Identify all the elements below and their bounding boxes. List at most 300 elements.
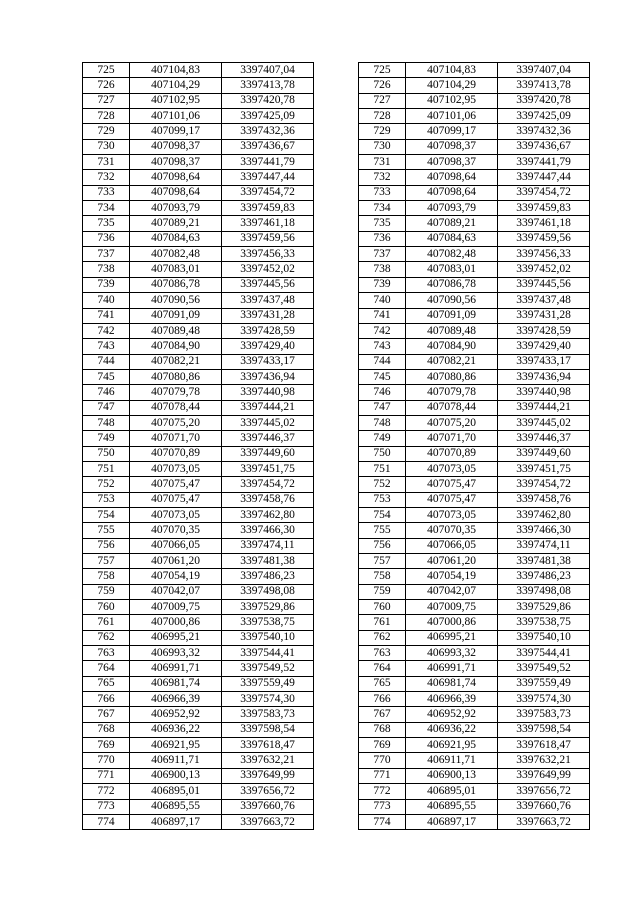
right-x-coordinate-cell: 407104,29 [406, 78, 498, 93]
left-x-coordinate-cell: 407093,79 [130, 201, 222, 216]
right-x-coordinate-cell: 407079,78 [406, 385, 498, 400]
right-y-coordinate-cell: 3397454,72 [498, 185, 590, 200]
column-gap [314, 201, 359, 216]
left-x-coordinate-cell: 407079,78 [130, 385, 222, 400]
left-x-coordinate-cell: 407000,86 [130, 615, 222, 630]
right-point-number-cell: 771 [359, 768, 406, 783]
left-point-number-cell: 736 [83, 231, 130, 246]
left-point-number-cell: 768 [83, 722, 130, 737]
left-y-coordinate-cell: 3397486,23 [222, 569, 314, 584]
column-gap [314, 477, 359, 492]
table-row [83, 538, 590, 553]
left-point-number-cell: 761 [83, 615, 130, 630]
left-x-coordinate-cell: 406936,22 [130, 722, 222, 737]
right-x-coordinate-cell: 407000,86 [406, 615, 498, 630]
right-point-number-cell: 763 [359, 646, 406, 661]
left-x-coordinate-cell: 407084,63 [130, 231, 222, 246]
left-x-coordinate-cell: 407082,48 [130, 247, 222, 262]
column-gap [314, 293, 359, 308]
column-gap [314, 155, 359, 170]
right-y-coordinate-cell: 3397431,28 [498, 308, 590, 323]
right-point-number-cell: 766 [359, 692, 406, 707]
right-y-coordinate-cell: 3397663,72 [498, 814, 590, 829]
column-gap [314, 262, 359, 277]
left-y-coordinate-cell: 3397632,21 [222, 753, 314, 768]
left-point-number-cell: 765 [83, 676, 130, 691]
right-x-coordinate-cell: 407082,21 [406, 354, 498, 369]
left-y-coordinate-cell: 3397437,48 [222, 293, 314, 308]
left-x-coordinate-cell: 407071,70 [130, 431, 222, 446]
table-row [83, 354, 590, 369]
left-x-coordinate-cell: 406897,17 [130, 814, 222, 829]
left-x-coordinate-cell: 407061,20 [130, 554, 222, 569]
left-y-coordinate-cell: 3397440,98 [222, 385, 314, 400]
left-y-coordinate-cell: 3397529,86 [222, 600, 314, 615]
left-point-number-cell: 771 [83, 768, 130, 783]
right-x-coordinate-cell: 407042,07 [406, 584, 498, 599]
left-y-coordinate-cell: 3397656,72 [222, 784, 314, 799]
right-y-coordinate-cell: 3397466,30 [498, 523, 590, 538]
left-y-coordinate-cell: 3397498,08 [222, 584, 314, 599]
right-x-coordinate-cell: 407099,17 [406, 124, 498, 139]
column-gap [314, 523, 359, 538]
left-point-number-cell: 774 [83, 814, 130, 829]
left-point-number-cell: 744 [83, 354, 130, 369]
table-row [83, 615, 590, 630]
right-x-coordinate-cell: 407098,37 [406, 139, 498, 154]
right-y-coordinate-cell: 3397574,30 [498, 692, 590, 707]
right-x-coordinate-cell: 407009,75 [406, 600, 498, 615]
right-x-coordinate-cell: 407073,05 [406, 461, 498, 476]
right-point-number-cell: 738 [359, 262, 406, 277]
right-y-coordinate-cell: 3397459,83 [498, 201, 590, 216]
table-row [83, 554, 590, 569]
right-point-number-cell: 749 [359, 431, 406, 446]
table-row [83, 600, 590, 615]
right-point-number-cell: 729 [359, 124, 406, 139]
table-row [83, 63, 590, 78]
table-row [83, 109, 590, 124]
left-point-number-cell: 759 [83, 584, 130, 599]
left-y-coordinate-cell: 3397538,75 [222, 615, 314, 630]
left-x-coordinate-cell: 407098,37 [130, 139, 222, 154]
column-gap [314, 584, 359, 599]
left-x-coordinate-cell: 406921,95 [130, 738, 222, 753]
left-y-coordinate-cell: 3397474,11 [222, 538, 314, 553]
left-point-number-cell: 745 [83, 369, 130, 384]
column-gap [314, 799, 359, 814]
table-row [83, 308, 590, 323]
right-point-number-cell: 753 [359, 492, 406, 507]
right-y-coordinate-cell: 3397474,11 [498, 538, 590, 553]
right-x-coordinate-cell: 406991,71 [406, 661, 498, 676]
right-x-coordinate-cell: 407073,05 [406, 507, 498, 522]
table-row [83, 385, 590, 400]
right-y-coordinate-cell: 3397432,36 [498, 124, 590, 139]
right-x-coordinate-cell: 407080,86 [406, 369, 498, 384]
left-x-coordinate-cell: 407089,21 [130, 216, 222, 231]
left-y-coordinate-cell: 3397598,54 [222, 722, 314, 737]
left-y-coordinate-cell: 3397413,78 [222, 78, 314, 93]
right-point-number-cell: 741 [359, 308, 406, 323]
right-y-coordinate-cell: 3397440,98 [498, 385, 590, 400]
left-y-coordinate-cell: 3397441,79 [222, 155, 314, 170]
left-point-number-cell: 769 [83, 738, 130, 753]
right-y-coordinate-cell: 3397429,40 [498, 339, 590, 354]
right-point-number-cell: 756 [359, 538, 406, 553]
left-y-coordinate-cell: 3397432,36 [222, 124, 314, 139]
left-point-number-cell: 740 [83, 293, 130, 308]
column-gap [314, 185, 359, 200]
right-y-coordinate-cell: 3397544,41 [498, 646, 590, 661]
left-point-number-cell: 749 [83, 431, 130, 446]
column-gap [314, 400, 359, 415]
left-y-coordinate-cell: 3397466,30 [222, 523, 314, 538]
left-y-coordinate-cell: 3397559,49 [222, 676, 314, 691]
right-y-coordinate-cell: 3397559,49 [498, 676, 590, 691]
table-row [83, 170, 590, 185]
column-gap [314, 354, 359, 369]
left-y-coordinate-cell: 3397451,75 [222, 461, 314, 476]
column-gap [314, 385, 359, 400]
right-y-coordinate-cell: 3397444,21 [498, 400, 590, 415]
left-x-coordinate-cell: 407054,19 [130, 569, 222, 584]
column-gap [314, 369, 359, 384]
right-y-coordinate-cell: 3397486,23 [498, 569, 590, 584]
column-gap [314, 461, 359, 476]
left-y-coordinate-cell: 3397445,56 [222, 277, 314, 292]
table-row [83, 569, 590, 584]
left-y-coordinate-cell: 3397452,02 [222, 262, 314, 277]
left-x-coordinate-cell: 406911,71 [130, 753, 222, 768]
column-gap [314, 231, 359, 246]
left-point-number-cell: 733 [83, 185, 130, 200]
right-x-coordinate-cell: 407075,47 [406, 477, 498, 492]
column-gap [314, 124, 359, 139]
left-point-number-cell: 734 [83, 201, 130, 216]
column-gap [314, 216, 359, 231]
left-point-number-cell: 737 [83, 247, 130, 262]
right-y-coordinate-cell: 3397540,10 [498, 630, 590, 645]
right-x-coordinate-cell: 407098,37 [406, 155, 498, 170]
column-gap [314, 569, 359, 584]
left-y-coordinate-cell: 3397433,17 [222, 354, 314, 369]
right-y-coordinate-cell: 3397538,75 [498, 615, 590, 630]
right-point-number-cell: 757 [359, 554, 406, 569]
coordinates-table-body [83, 63, 590, 830]
right-point-number-cell: 752 [359, 477, 406, 492]
right-y-coordinate-cell: 3397445,02 [498, 415, 590, 430]
right-y-coordinate-cell: 3397461,18 [498, 216, 590, 231]
right-point-number-cell: 751 [359, 461, 406, 476]
right-point-number-cell: 772 [359, 784, 406, 799]
left-point-number-cell: 732 [83, 170, 130, 185]
right-point-number-cell: 731 [359, 155, 406, 170]
right-x-coordinate-cell: 407102,95 [406, 93, 498, 108]
left-x-coordinate-cell: 406900,13 [130, 768, 222, 783]
right-point-number-cell: 750 [359, 446, 406, 461]
right-point-number-cell: 767 [359, 707, 406, 722]
right-point-number-cell: 758 [359, 569, 406, 584]
table-row [83, 584, 590, 599]
left-point-number-cell: 725 [83, 63, 130, 78]
column-gap [314, 753, 359, 768]
right-point-number-cell: 744 [359, 354, 406, 369]
left-y-coordinate-cell: 3397428,59 [222, 323, 314, 338]
column-gap [314, 692, 359, 707]
left-x-coordinate-cell: 407075,47 [130, 477, 222, 492]
table-row [83, 415, 590, 430]
left-x-coordinate-cell: 406991,71 [130, 661, 222, 676]
right-point-number-cell: 765 [359, 676, 406, 691]
right-y-coordinate-cell: 3397436,94 [498, 369, 590, 384]
column-gap [314, 722, 359, 737]
left-y-coordinate-cell: 3397663,72 [222, 814, 314, 829]
left-point-number-cell: 743 [83, 339, 130, 354]
right-x-coordinate-cell: 406936,22 [406, 722, 498, 737]
table-row [83, 247, 590, 262]
right-y-coordinate-cell: 3397632,21 [498, 753, 590, 768]
right-point-number-cell: 769 [359, 738, 406, 753]
left-y-coordinate-cell: 3397583,73 [222, 707, 314, 722]
left-x-coordinate-cell: 407070,35 [130, 523, 222, 538]
left-x-coordinate-cell: 407082,21 [130, 354, 222, 369]
right-x-coordinate-cell: 406895,01 [406, 784, 498, 799]
right-point-number-cell: 773 [359, 799, 406, 814]
left-y-coordinate-cell: 3397459,56 [222, 231, 314, 246]
right-y-coordinate-cell: 3397459,56 [498, 231, 590, 246]
left-y-coordinate-cell: 3397549,52 [222, 661, 314, 676]
right-point-number-cell: 764 [359, 661, 406, 676]
right-y-coordinate-cell: 3397449,60 [498, 446, 590, 461]
column-gap [314, 615, 359, 630]
left-point-number-cell: 742 [83, 323, 130, 338]
right-point-number-cell: 762 [359, 630, 406, 645]
table-row [83, 768, 590, 783]
table-row [83, 446, 590, 461]
right-point-number-cell: 736 [359, 231, 406, 246]
right-x-coordinate-cell: 407093,79 [406, 201, 498, 216]
right-y-coordinate-cell: 3397456,33 [498, 247, 590, 262]
column-gap [314, 431, 359, 446]
right-y-coordinate-cell: 3397446,37 [498, 431, 590, 446]
table-row [83, 676, 590, 691]
right-x-coordinate-cell: 407071,70 [406, 431, 498, 446]
right-y-coordinate-cell: 3397433,17 [498, 354, 590, 369]
right-x-coordinate-cell: 406911,71 [406, 753, 498, 768]
column-gap [314, 646, 359, 661]
left-x-coordinate-cell: 407089,48 [130, 323, 222, 338]
column-gap [314, 768, 359, 783]
left-x-coordinate-cell: 407042,07 [130, 584, 222, 599]
left-y-coordinate-cell: 3397459,83 [222, 201, 314, 216]
left-y-coordinate-cell: 3397458,76 [222, 492, 314, 507]
column-gap [314, 139, 359, 154]
table-row [83, 155, 590, 170]
table-row [83, 78, 590, 93]
table-row [83, 323, 590, 338]
table-row [83, 400, 590, 415]
right-y-coordinate-cell: 3397437,48 [498, 293, 590, 308]
right-y-coordinate-cell: 3397425,09 [498, 109, 590, 124]
left-point-number-cell: 773 [83, 799, 130, 814]
right-x-coordinate-cell: 407089,48 [406, 323, 498, 338]
right-point-number-cell: 745 [359, 369, 406, 384]
right-y-coordinate-cell: 3397462,80 [498, 507, 590, 522]
left-point-number-cell: 730 [83, 139, 130, 154]
left-x-coordinate-cell: 407070,89 [130, 446, 222, 461]
left-x-coordinate-cell: 406995,21 [130, 630, 222, 645]
right-point-number-cell: 748 [359, 415, 406, 430]
right-point-number-cell: 735 [359, 216, 406, 231]
right-x-coordinate-cell: 407061,20 [406, 554, 498, 569]
column-gap [314, 446, 359, 461]
left-point-number-cell: 738 [83, 262, 130, 277]
left-x-coordinate-cell: 407101,06 [130, 109, 222, 124]
right-x-coordinate-cell: 406966,39 [406, 692, 498, 707]
left-point-number-cell: 756 [83, 538, 130, 553]
table-row [83, 185, 590, 200]
table-row [83, 814, 590, 829]
left-point-number-cell: 760 [83, 600, 130, 615]
right-y-coordinate-cell: 3397660,76 [498, 799, 590, 814]
table-row [83, 646, 590, 661]
right-point-number-cell: 774 [359, 814, 406, 829]
left-y-coordinate-cell: 3397449,60 [222, 446, 314, 461]
left-y-coordinate-cell: 3397540,10 [222, 630, 314, 645]
right-x-coordinate-cell: 407084,63 [406, 231, 498, 246]
left-point-number-cell: 726 [83, 78, 130, 93]
right-x-coordinate-cell: 407066,05 [406, 538, 498, 553]
right-y-coordinate-cell: 3397452,02 [498, 262, 590, 277]
right-point-number-cell: 742 [359, 323, 406, 338]
left-x-coordinate-cell: 407104,83 [130, 63, 222, 78]
right-y-coordinate-cell: 3397451,75 [498, 461, 590, 476]
right-point-number-cell: 746 [359, 385, 406, 400]
left-y-coordinate-cell: 3397456,33 [222, 247, 314, 262]
column-gap [314, 630, 359, 645]
table-row [83, 277, 590, 292]
left-x-coordinate-cell: 407104,29 [130, 78, 222, 93]
left-point-number-cell: 757 [83, 554, 130, 569]
column-gap [314, 78, 359, 93]
column-gap [314, 63, 359, 78]
right-x-coordinate-cell: 407098,64 [406, 170, 498, 185]
table-row [83, 339, 590, 354]
left-point-number-cell: 748 [83, 415, 130, 430]
right-x-coordinate-cell: 407075,47 [406, 492, 498, 507]
left-point-number-cell: 754 [83, 507, 130, 522]
right-y-coordinate-cell: 3397481,38 [498, 554, 590, 569]
table-row [83, 262, 590, 277]
right-point-number-cell: 747 [359, 400, 406, 415]
left-x-coordinate-cell: 407090,56 [130, 293, 222, 308]
column-gap [314, 738, 359, 753]
left-point-number-cell: 739 [83, 277, 130, 292]
right-x-coordinate-cell: 407091,09 [406, 308, 498, 323]
table-row [83, 630, 590, 645]
right-x-coordinate-cell: 406921,95 [406, 738, 498, 753]
left-point-number-cell: 762 [83, 630, 130, 645]
right-y-coordinate-cell: 3397458,76 [498, 492, 590, 507]
left-point-number-cell: 727 [83, 93, 130, 108]
left-point-number-cell: 763 [83, 646, 130, 661]
table-row [83, 661, 590, 676]
left-y-coordinate-cell: 3397544,41 [222, 646, 314, 661]
column-gap [314, 277, 359, 292]
table-row [83, 707, 590, 722]
right-x-coordinate-cell: 407090,56 [406, 293, 498, 308]
right-x-coordinate-cell: 406995,21 [406, 630, 498, 645]
right-y-coordinate-cell: 3397420,78 [498, 93, 590, 108]
left-x-coordinate-cell: 407078,44 [130, 400, 222, 415]
table-row [83, 722, 590, 737]
table-row [83, 139, 590, 154]
left-y-coordinate-cell: 3397461,18 [222, 216, 314, 231]
left-x-coordinate-cell: 407102,95 [130, 93, 222, 108]
left-point-number-cell: 751 [83, 461, 130, 476]
left-point-number-cell: 758 [83, 569, 130, 584]
left-x-coordinate-cell: 407099,17 [130, 124, 222, 139]
left-point-number-cell: 752 [83, 477, 130, 492]
right-point-number-cell: 725 [359, 63, 406, 78]
left-y-coordinate-cell: 3397660,76 [222, 799, 314, 814]
column-gap [314, 323, 359, 338]
left-x-coordinate-cell: 406952,92 [130, 707, 222, 722]
right-y-coordinate-cell: 3397428,59 [498, 323, 590, 338]
right-point-number-cell: 768 [359, 722, 406, 737]
left-y-coordinate-cell: 3397436,94 [222, 369, 314, 384]
left-y-coordinate-cell: 3397462,80 [222, 507, 314, 522]
table-row [83, 124, 590, 139]
column-gap [314, 554, 359, 569]
coordinates-table [82, 62, 590, 830]
right-point-number-cell: 743 [359, 339, 406, 354]
right-x-coordinate-cell: 406952,92 [406, 707, 498, 722]
table-row [83, 507, 590, 522]
column-gap [314, 247, 359, 262]
table-row [83, 201, 590, 216]
column-gap [314, 600, 359, 615]
table-row [83, 523, 590, 538]
column-gap [314, 707, 359, 722]
left-point-number-cell: 746 [83, 385, 130, 400]
right-y-coordinate-cell: 3397529,86 [498, 600, 590, 615]
right-point-number-cell: 726 [359, 78, 406, 93]
right-point-number-cell: 760 [359, 600, 406, 615]
left-x-coordinate-cell: 407075,20 [130, 415, 222, 430]
left-y-coordinate-cell: 3397446,37 [222, 431, 314, 446]
right-point-number-cell: 733 [359, 185, 406, 200]
right-y-coordinate-cell: 3397649,99 [498, 768, 590, 783]
right-x-coordinate-cell: 407070,89 [406, 446, 498, 461]
right-point-number-cell: 732 [359, 170, 406, 185]
left-point-number-cell: 767 [83, 707, 130, 722]
table-row [83, 461, 590, 476]
right-point-number-cell: 761 [359, 615, 406, 630]
right-point-number-cell: 755 [359, 523, 406, 538]
column-gap [314, 308, 359, 323]
left-x-coordinate-cell: 407098,64 [130, 170, 222, 185]
right-x-coordinate-cell: 407083,01 [406, 262, 498, 277]
right-x-coordinate-cell: 406897,17 [406, 814, 498, 829]
left-x-coordinate-cell: 407098,37 [130, 155, 222, 170]
right-y-coordinate-cell: 3397656,72 [498, 784, 590, 799]
left-x-coordinate-cell: 407091,09 [130, 308, 222, 323]
right-x-coordinate-cell: 407084,90 [406, 339, 498, 354]
table-row [83, 216, 590, 231]
left-point-number-cell: 755 [83, 523, 130, 538]
